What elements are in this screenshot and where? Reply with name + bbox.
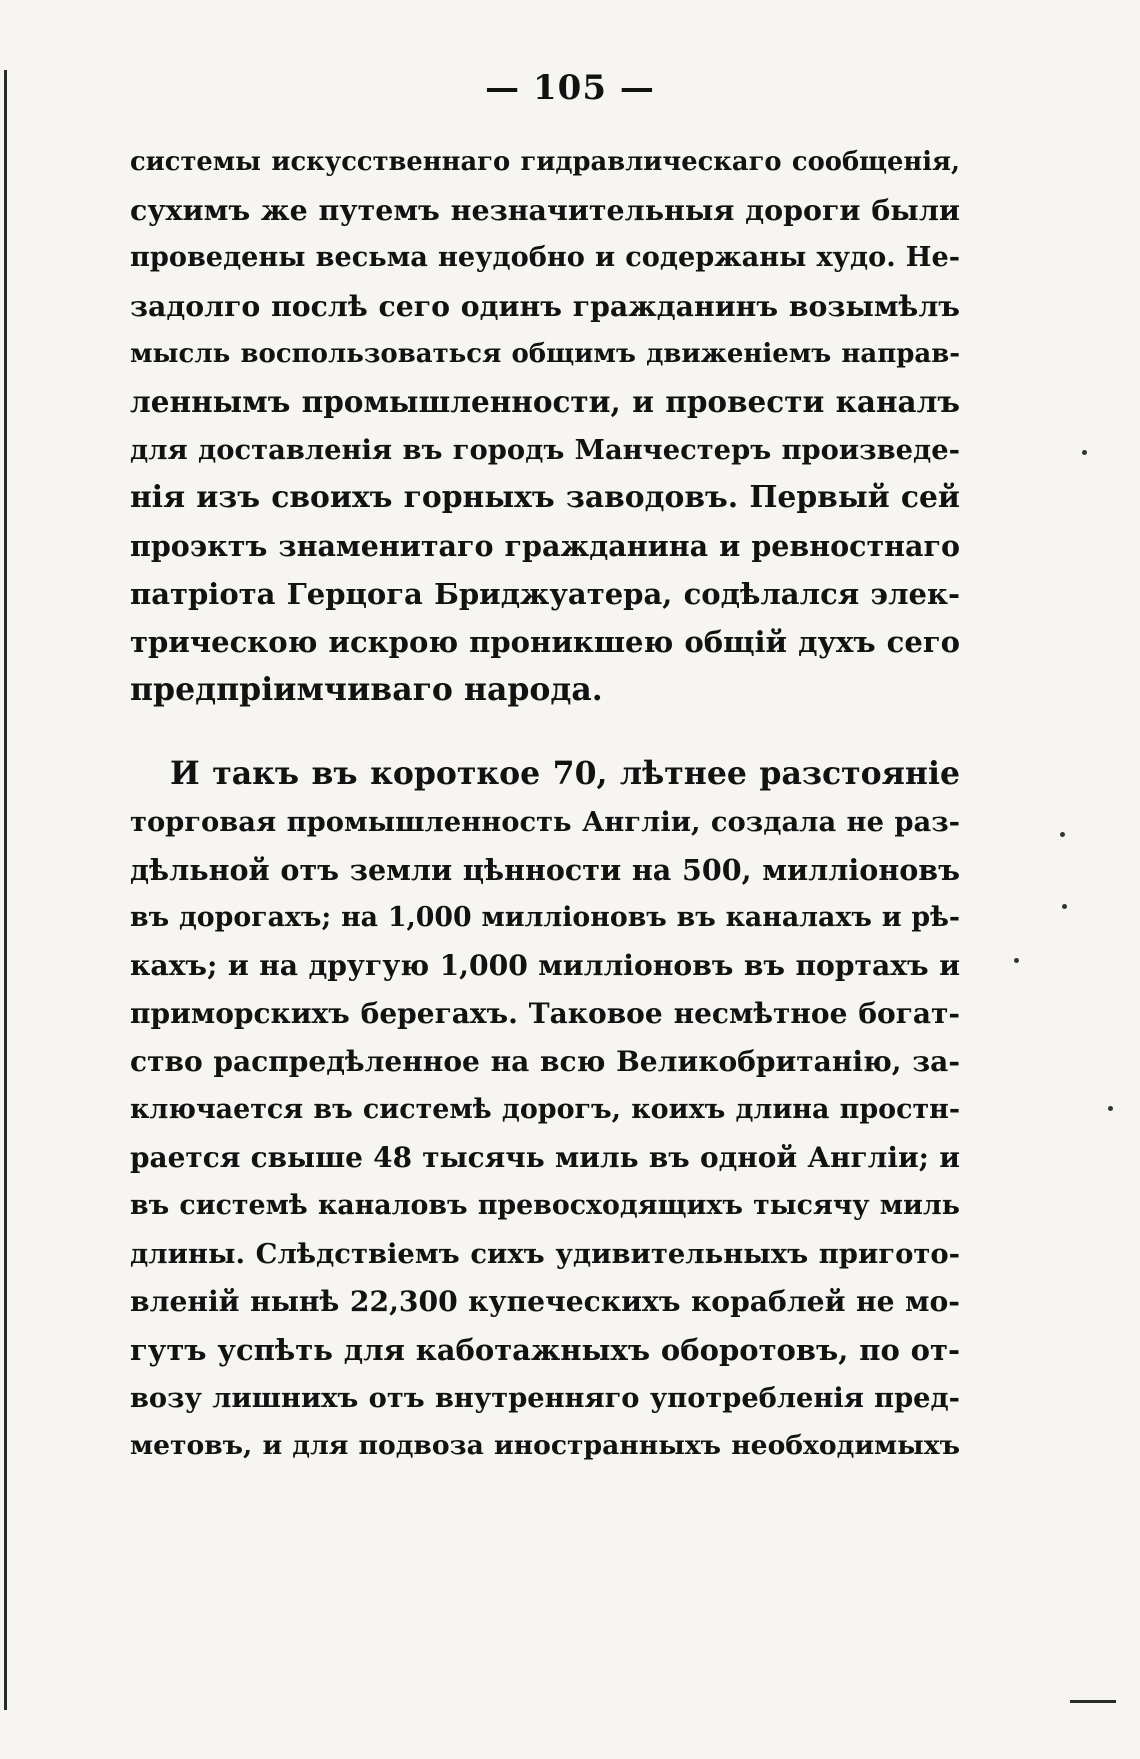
- text-line: приморскихъ берегахъ. Таковое несмѣтное богат-: [130, 997, 960, 1030]
- page-binding-edge: [4, 70, 7, 1710]
- text-line: мысль воспользоваться общимъ движеніемъ направ-: [130, 339, 960, 369]
- text-line: вленій нынѣ 22,300 купеческихъ кораблей не мо-: [130, 1285, 960, 1318]
- text-line: метовъ, и для подвоза иностранныхъ необходимыхъ: [130, 1430, 960, 1461]
- text-line: задолго послѣ сего одинъ гражданинъ возымѣлъ: [130, 289, 960, 323]
- text-line: въ дорогахъ; на 1,000 милліоновъ въ каналахъ и рѣ-: [130, 902, 960, 933]
- margin-dash: [1070, 1700, 1116, 1703]
- text-line: системы искусственнаго гидравлическаго сообщенія,: [130, 147, 960, 177]
- text-line: кахъ; и на другую 1,000 милліоновъ въ портахъ и: [130, 949, 960, 982]
- text-line: проэктъ знаменитаго гражданина и ревностнаго: [130, 529, 960, 563]
- text-line: леннымъ промышленности, и провести каналъ: [130, 384, 960, 419]
- text-line: И такъ въ короткое 70, лѣтнее разстояніе: [170, 755, 960, 792]
- text-line: для доставленія въ городъ Манчестеръ произведе-: [130, 434, 960, 466]
- ink-speck: [1108, 1106, 1113, 1111]
- ink-speck: [1082, 450, 1087, 455]
- text-line: въ системѣ каналовъ превосходящихъ тысячу миль: [130, 1190, 960, 1221]
- text-line: проведены весьма неудобно и содержаны худо. Не-: [130, 242, 960, 273]
- text-line: длины. Слѣдствіемъ сихъ удивительныхъ пригото-: [130, 1238, 960, 1270]
- text-line: торговая промышленность Англіи, создала не раз-: [130, 806, 960, 838]
- paragraph-2: [130, 750, 960, 1470]
- ink-speck: [1060, 832, 1065, 837]
- text-line: патріота Герцога Бриджуатера, содѣлался элек-: [130, 577, 960, 611]
- ink-speck: [1014, 958, 1019, 963]
- text-line: ключается въ системѣ дорогъ, коихъ длина простн-: [130, 1094, 960, 1125]
- text-line: сухимъ же путемъ незначительныя дороги были: [130, 193, 960, 227]
- text-line: трическою искрою проникшею общій духъ сего: [130, 625, 960, 659]
- text-line: предпріимчиваго народа.: [130, 671, 603, 708]
- text-line: возу лишнихъ отъ внутренняго употребленія пред-: [130, 1382, 960, 1414]
- text-line: дѣльной отъ земли цѣнности на 500, милліоновъ: [130, 853, 960, 887]
- page-number: — 105 —: [485, 68, 655, 108]
- text-line: гутъ успѣть для каботажныхъ оборотовъ, по от-: [130, 1333, 960, 1367]
- text-line: нія изъ своихъ горныхъ заводовъ. Первый сей: [130, 480, 960, 515]
- ink-speck: [1062, 904, 1067, 909]
- text-line: ство распредѣленное на всю Великобританію, за-: [130, 1045, 960, 1078]
- text-line: рается свыше 48 тысячь миль въ одной Англіи; и: [130, 1141, 960, 1174]
- paragraph-1: [130, 138, 960, 714]
